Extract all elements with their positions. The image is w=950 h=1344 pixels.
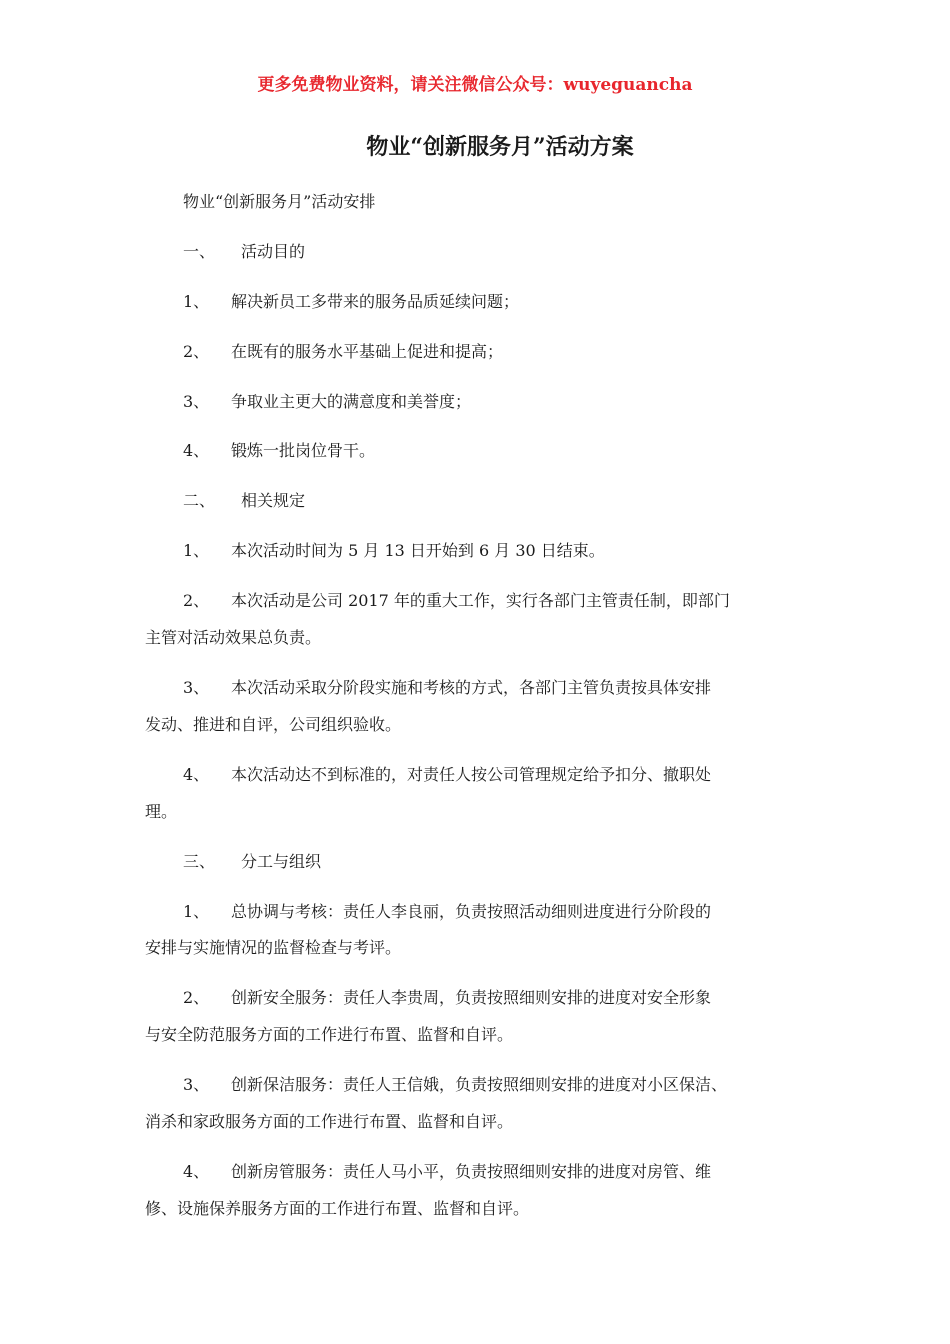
section-title: 相关规定 (241, 491, 306, 510)
item-text: 在既有的服务水平基础上促进和提高； (231, 342, 504, 361)
item-text: 锻炼一批岗位骨干。 (231, 441, 376, 460)
section-title: 分工与组织 (241, 852, 322, 871)
list-item (183, 765, 848, 785)
item-text: 总协调与考核：责任人李良丽，负责按照活动细则进度进行分阶段的 (231, 902, 712, 921)
item-text: 创新保洁服务：责任人王信娥，负责按照细则安排的进度对小区保洁、 (231, 1075, 728, 1094)
list-item (183, 678, 848, 698)
item-text: 创新房管服务：责任人马小平，负责按照细则安排的进度对房管、维 (231, 1162, 712, 1181)
item-number: 3、 (183, 678, 210, 697)
item-text: 本次活动达不到标准的，对责任人按公司管理规定给予扣分、撤职处 (231, 765, 712, 784)
item-text: 本次活动时间为 5 月 13 日开始到 6 月 30 日结束。 (231, 541, 605, 560)
item-text: 本次活动采取分阶段实施和考核的方式，各部门主管负责按具体安排 (231, 678, 712, 697)
item-number: 2、 (183, 988, 210, 1007)
item-text-continued: 理。 (145, 802, 178, 821)
item-text-continued: 消杀和家政服务方面的工作进行布置、监督和自评。 (145, 1112, 514, 1131)
item-text-continued: 修、设施保养服务方面的工作进行布置、监督和自评。 (145, 1199, 530, 1218)
item-number: 3、 (183, 1075, 210, 1094)
document-subtitle: 物业“创新服务月”活动安排 (183, 192, 376, 211)
item-text-continued: 主管对活动效果总负责。 (145, 628, 322, 647)
section-number: 三、 (183, 852, 216, 871)
item-number: 4、 (183, 441, 210, 460)
list-item (183, 541, 848, 561)
list-item (183, 1075, 848, 1095)
section-3-heading (183, 852, 848, 872)
list-item (183, 342, 848, 362)
list-item (183, 902, 848, 922)
document-title: 物业“创新服务月”活动方案 (366, 134, 634, 160)
section-title: 活动目的 (241, 242, 306, 261)
item-text: 解决新员工多带来的服务品质延续问题； (231, 292, 520, 311)
list-item (183, 988, 848, 1008)
item-number: 1、 (183, 902, 210, 921)
item-text: 争取业主更大的满意度和美誉度； (231, 392, 472, 411)
item-text: 本次活动是公司 2017 年的重大工作，实行各部门主管责任制，即部门 (231, 591, 730, 610)
section-2-heading (183, 491, 848, 511)
list-item (183, 292, 848, 312)
item-number: 4、 (183, 1162, 210, 1181)
list-item (183, 392, 848, 412)
list-item (183, 591, 848, 611)
promo-banner: 更多免费物业资料，请关注微信公众号：wuyeguancha (257, 75, 693, 95)
item-number: 3、 (183, 392, 210, 411)
item-number: 2、 (183, 591, 210, 610)
item-text-continued: 发动、推进和自评，公司组织验收。 (145, 715, 402, 734)
list-item (183, 441, 848, 461)
section-number: 二、 (183, 491, 216, 510)
item-number: 1、 (183, 292, 210, 311)
item-number: 2、 (183, 342, 210, 361)
list-item (183, 1162, 848, 1182)
section-1-heading (183, 242, 848, 262)
item-text: 创新安全服务：责任人李贵周，负责按照细则安排的进度对安全形象 (231, 988, 712, 1007)
item-number: 1、 (183, 541, 210, 560)
section-number: 一、 (183, 242, 216, 261)
item-text-continued: 与安全防范服务方面的工作进行布置、监督和自评。 (145, 1025, 514, 1044)
item-text-continued: 安排与实施情况的监督检查与考评。 (145, 938, 402, 957)
item-number: 4、 (183, 765, 210, 784)
